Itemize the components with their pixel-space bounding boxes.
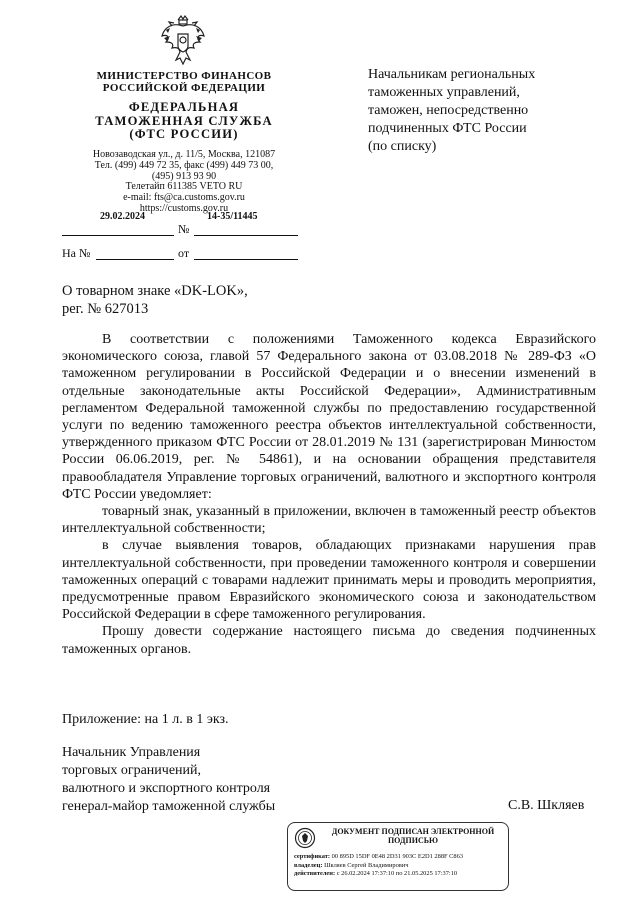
subject-line-2: рег. № 627013 <box>62 301 149 317</box>
validity-value: с 26.02.2024 17:37:10 по 21.05.2025 17:37:10 <box>336 870 458 877</box>
stamp-title <box>320 827 506 845</box>
stamp-title-line-2: ПОДПИСЬЮ <box>387 836 439 845</box>
position-line-4: генерал-майор таможенной службы <box>62 799 276 814</box>
number-underline <box>194 235 298 236</box>
body-paragraph-3: в случае выявления товаров, обладающих признаками нарушения прав интеллектуальной собственности, при проведении таможенного контроля и совершении таможенных операций с товарами надлежит принимать меры и проводить мероприятия, предусмотренные правом Евразийского экономического союза и законодательством Российской Федерации в сфере таможенного регулирования. <box>62 538 596 623</box>
ministry-line-2: РОССИЙСКОЙ ФЕДЕРАЦИИ <box>102 82 266 94</box>
body-paragraph-4: Прошу довести содержание настоящего письма до сведения подчиненных таможенных органов. <box>62 624 596 657</box>
ref-date-underline <box>194 259 298 260</box>
service-contacts <box>60 150 308 215</box>
ref-from-label: от <box>178 246 190 260</box>
letter-subject <box>62 282 302 318</box>
number-sign: № <box>178 222 190 236</box>
attachment-note: Приложение: на 1 л. в 1 экз. <box>62 712 229 727</box>
owner-label: владелец: <box>294 861 323 869</box>
signatory-position <box>62 744 322 816</box>
phone-line-2: (495) 913 93 90 <box>151 170 217 182</box>
addressee-line-4: подчиненных ФТС России <box>368 121 527 136</box>
ref-number-label: На № <box>62 246 91 260</box>
date-underline <box>62 235 174 236</box>
validity-label: действителен: <box>294 870 336 877</box>
stamp-title-line-1: ДОКУМЕНТ ПОДПИСАН ЭЛЕКТРОННОЙ <box>331 827 495 836</box>
certificate-row <box>294 853 506 862</box>
addressee-line-2: таможенных управлений, <box>368 85 520 100</box>
service-line-2: ТАМОЖЕННАЯ СЛУЖБА <box>95 113 273 128</box>
service-line-3: (ФТС РОССИИ) <box>129 127 239 141</box>
addressee-line-3: таможен, непосредственно <box>368 103 529 118</box>
stamp-details <box>294 853 506 879</box>
certificate-value: 00 895D 15DF 0E48 2D31 903C E2D1 288F C863 <box>331 853 464 860</box>
address-line: Новозаводская ул., д. 11/5, Москва, 121087 <box>92 149 276 160</box>
position-line-1: Начальник Управления <box>62 745 201 760</box>
owner-row <box>294 862 506 871</box>
body-paragraph-2: товарный знак, указанный в приложении, включен в таможенный реестр объектов интеллектуальной собственности; <box>62 504 596 537</box>
addressee-line-1: Начальникам региональных <box>368 67 536 82</box>
electronic-signature-stamp <box>287 822 509 891</box>
addressee-line-5: (по списку) <box>368 139 437 154</box>
registration-date: 29.02.2024 <box>100 211 145 222</box>
website-line: https://customs.gov.ru <box>139 202 229 214</box>
signature-seal-icon <box>294 827 316 849</box>
subject-line-1: О товарном знаке «DK-LOK», <box>62 283 248 299</box>
owner-value: Шкляев Сергей Владимирович <box>324 861 409 869</box>
service-line-1: ФЕДЕРАЛЬНАЯ <box>128 100 240 114</box>
addressee-block <box>368 66 588 156</box>
coat-of-arms-icon <box>158 14 208 70</box>
teletype-line: Телетайп 611385 VETO RU <box>125 181 243 193</box>
signatory-name: С.В. Шкляев <box>508 798 585 813</box>
certificate-label: сертификат: <box>294 853 331 860</box>
service-name <box>60 101 308 142</box>
letter-body <box>62 331 596 658</box>
position-line-3: валютного и экспортного контроля <box>62 781 271 796</box>
ref-number-underline <box>96 259 174 260</box>
email-line: e-mail: fts@ca.customs.gov.ru <box>123 192 245 204</box>
position-line-2: торговых ограничений, <box>62 763 202 778</box>
ministry-name <box>60 70 308 94</box>
phone-line: Тел. (499) 449 72 35, факс (499) 449 73 00, <box>94 159 274 171</box>
registration-number: 14-35/11445 <box>207 211 258 222</box>
body-paragraph-1: В соответствии с положениями Таможенного кодекса Евразийского экономического союза, главой 57 Федерального закона от 03.08.2018 № 289-ФЗ «О таможенном регулировании в Российской Федерации и о внесении изменений в отдельные законодательные акты Российской Федерации», Административным регламентом Федеральной таможенной службы по предоставлению государственной услуги по ведению таможенного реестра объектов интеллектуальной собственности, утвержденного приказом ФТС России от 28.01.2019 № 131 (зарегистрирован Минюстом России 06.06.2019, рег. № 54861), и на основании обращения представителя правообладателя Управление торговых ограничений, валютного и экспортного контроля ФТС России уведомляет: <box>62 332 596 502</box>
validity-row <box>294 870 506 879</box>
ministry-line-1: МИНИСТЕРСТВО ФИНАНСОВ <box>96 70 272 82</box>
